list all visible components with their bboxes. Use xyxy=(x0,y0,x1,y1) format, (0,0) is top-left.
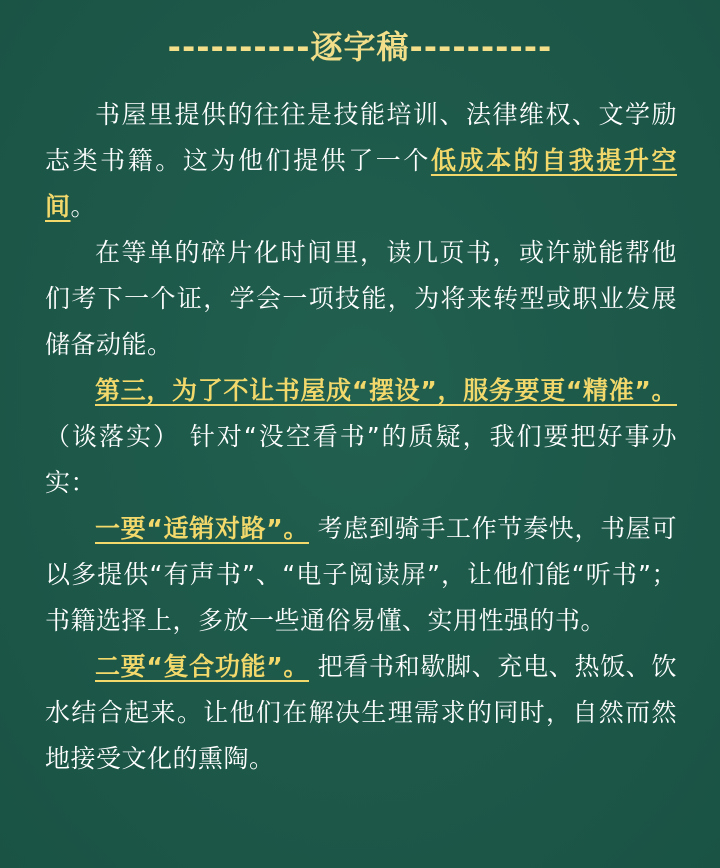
paragraph-text: 。 xyxy=(70,192,97,221)
paragraph-second-requirement xyxy=(45,644,677,782)
highlight-first-requirement: 一要“适销对路”。 xyxy=(95,514,309,543)
paragraph-text: （谈落实） 针对“没空看书”的质疑，我们要把好事办实： xyxy=(45,422,677,497)
highlight-point-three: 第三，为了不让书屋成“摆设”，服务要更“精准”。 xyxy=(95,376,677,405)
page-title: ----------逐字稿---------- xyxy=(167,28,553,66)
script-body xyxy=(45,92,677,782)
paragraph-first-requirement xyxy=(45,506,677,644)
paragraph-text: 把看书和歇脚、充电、热饭、饮水结合起来。让他们在解决生理需求的同时，自然而然地接受文化的熏陶。 xyxy=(45,652,677,773)
highlight-low-cost-space: 低成本的自我提升空间 xyxy=(45,146,677,221)
paragraph-point-three xyxy=(45,368,677,506)
highlight-second-requirement: 二要“复合功能”。 xyxy=(95,652,309,681)
paragraph-text: 考虑到骑手工作节奏快，书屋可以多提供“有声书”、“电子阅读屏”，让他们能“听书”；书籍选择上，多放一些通俗易懂、实用性强的书。 xyxy=(45,514,677,635)
paragraph-reading-room-books xyxy=(45,92,677,230)
paragraph-fragmented-time xyxy=(45,230,677,368)
paragraph-text: 在等单的碎片化时间里，读几页书，或许就能帮他们考下一个证，学会一项技能，为将来转型或职业发展储备动能。 xyxy=(45,238,677,359)
paragraph-text: 书屋里提供的往往是技能培训、法律维权、文学励志类书籍。这为他们提供了一个 xyxy=(45,100,677,175)
